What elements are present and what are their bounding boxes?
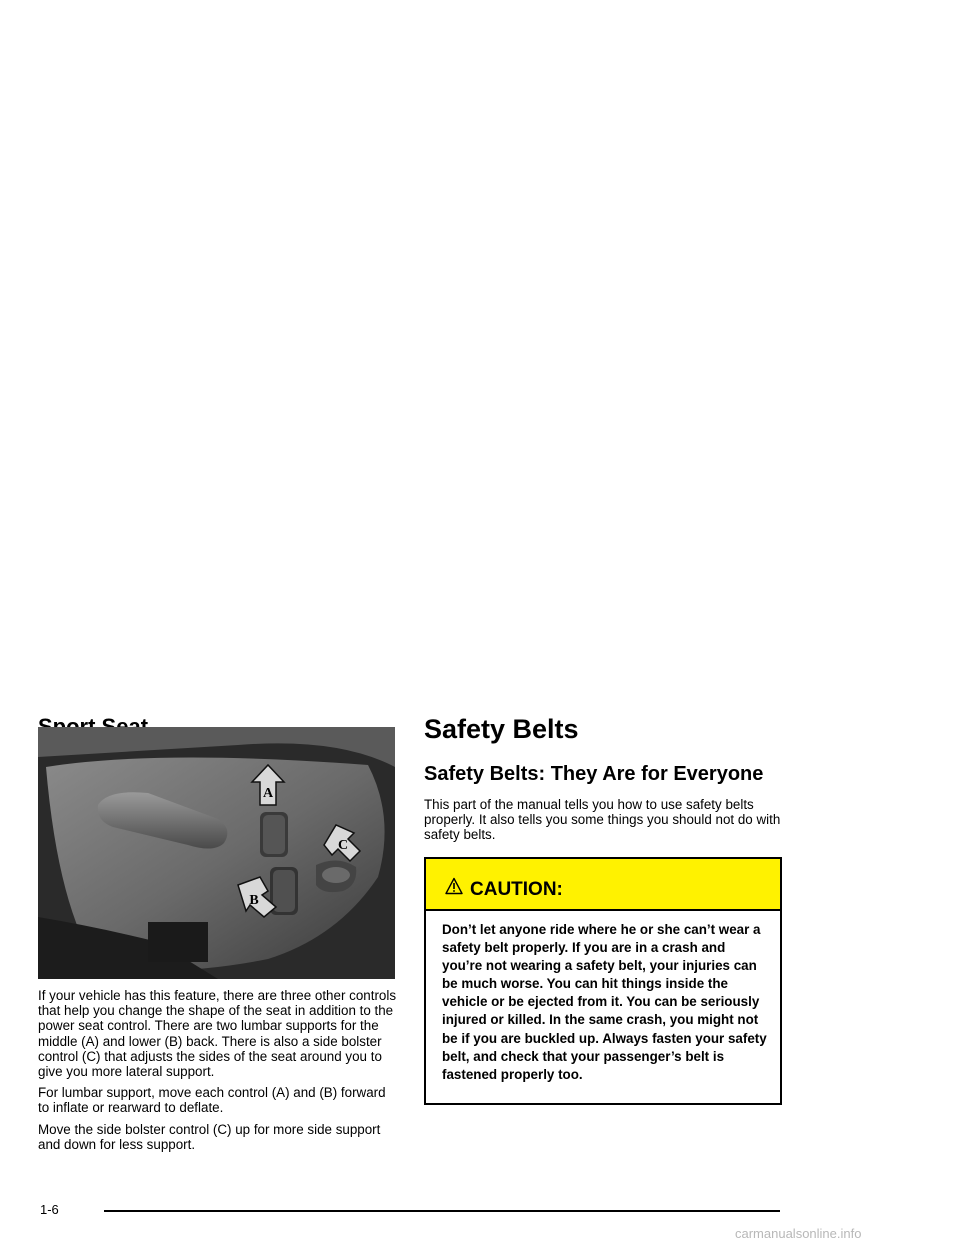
paragraph: If your vehicle has this feature, there are three other controls that help you change the shape of the seat in addition to the power seat control. There are two lumbar supports for the middle (A) and lower (B) back. There is also a side bolster control (C) that adjusts the sides of the seat around you to give you more lateral support. (38, 988, 397, 1080)
warning-triangle-icon (445, 877, 463, 895)
sport-seat-body (38, 988, 400, 1158)
seat-controls-photo (38, 727, 395, 979)
caution-text: Don’t let anyone ride where he or she can’t wear a safety belt properly. If you are in a crash and you’re not wearing a safety belt, your injuries can be much worse. You can hit things inside the vehicle or be ejected from it. You can be seriously injured or killed. In the same crash, you might not be if you are buckled up. Always fasten your safety belt, and check that your passenger’s belt is fastened properly too. (442, 922, 767, 1082)
subsection-title: Safety Belts: They Are for Everyone (424, 763, 764, 785)
callout-c-label: C (337, 838, 349, 853)
callout-b-label: B (249, 893, 259, 908)
paragraph: Move the side bolster control (C) up for more side support and down for less support. (38, 1121, 381, 1152)
caution-box (424, 857, 782, 1105)
paragraph: For lumbar support, move each control (A) and (B) forward to inflate or rearward to deflate. (38, 1085, 386, 1116)
callout-a-label: A (262, 786, 274, 801)
intro-paragraph: This part of the manual tells you how to use safety belts properly. It also tells you some things you should not do with safety belts. (424, 797, 781, 843)
caution-header (426, 859, 780, 911)
footer-rule (104, 1210, 780, 1212)
section-title-safety-belts: Safety Belts (424, 714, 579, 744)
watermark: carmanualsonline.info (735, 1226, 862, 1241)
page-number: 1-6 (40, 1202, 59, 1217)
caution-label: CAUTION: (470, 879, 563, 900)
